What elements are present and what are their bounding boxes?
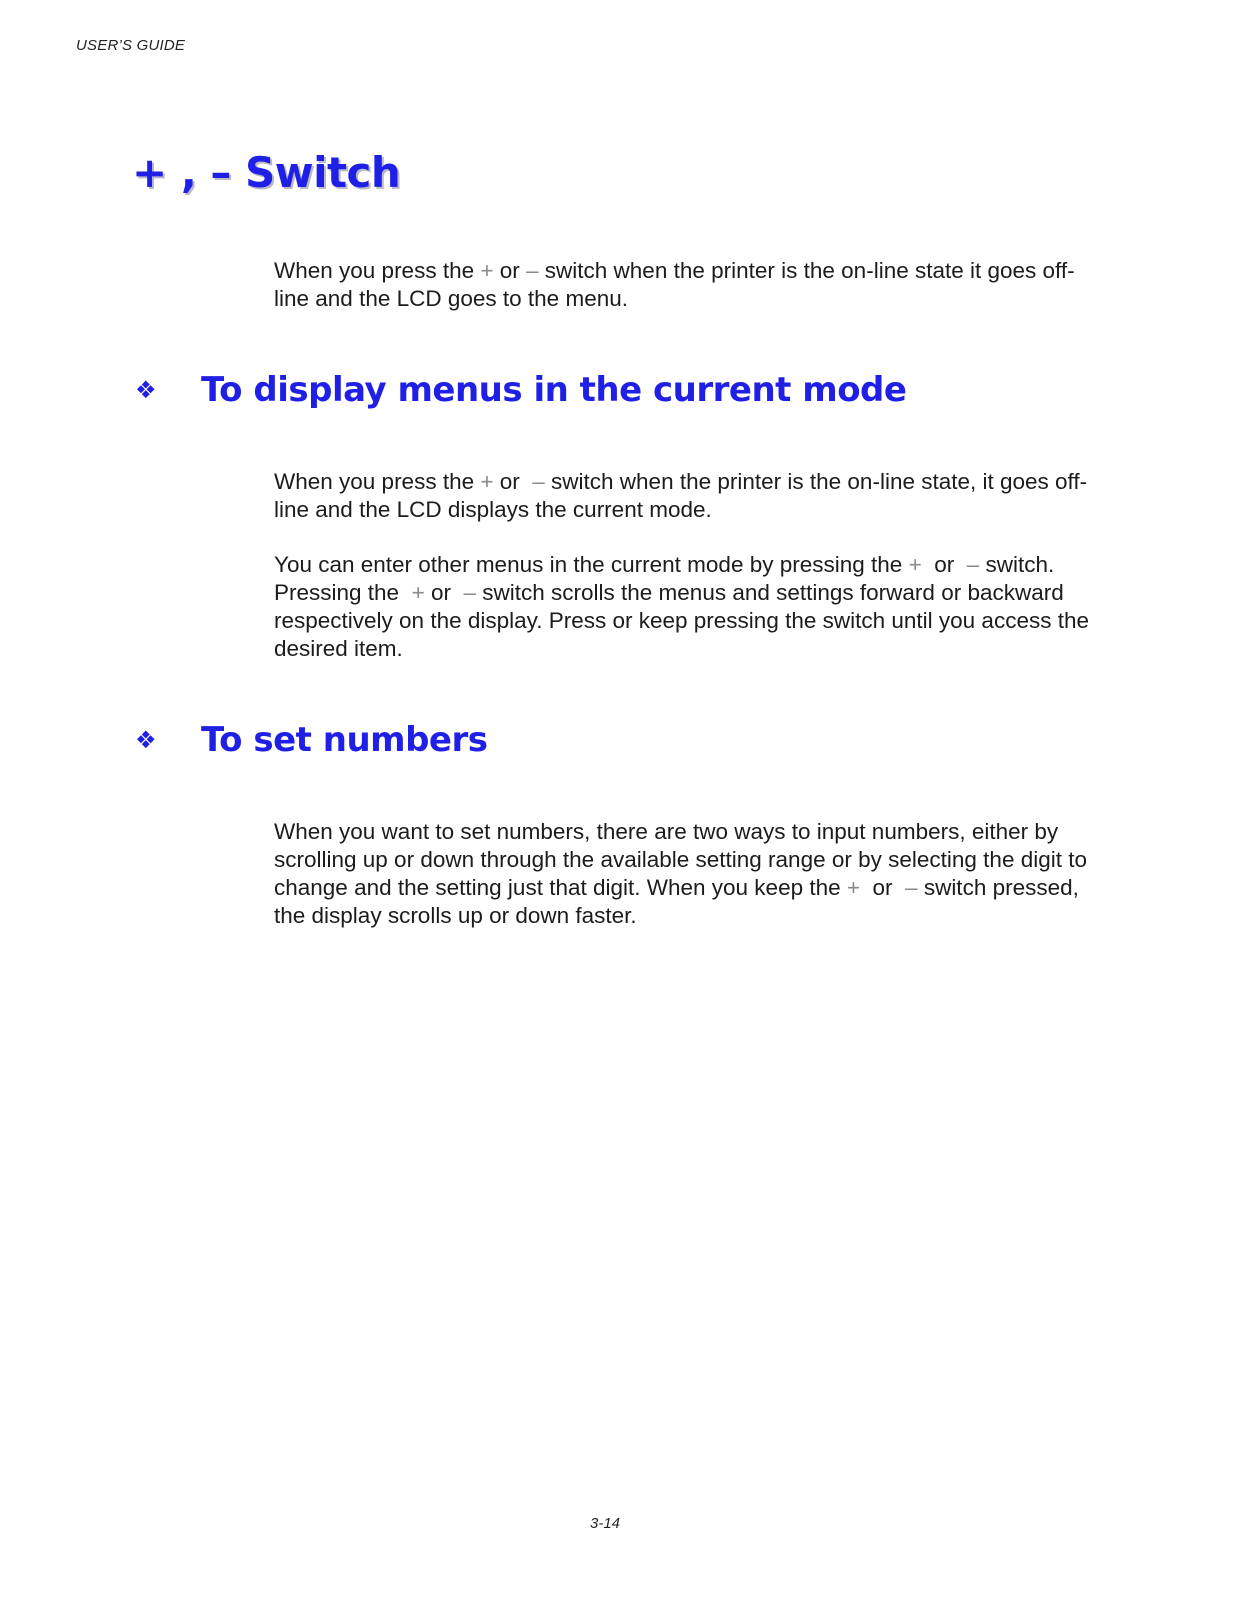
text-run: or [493,258,527,283]
intro-paragraph [274,257,1104,313]
text-run: When you press the [274,258,481,283]
text-run: or [493,469,533,494]
display-menus-paragraph-2 [274,551,1104,663]
display-menus-paragraph-1 [274,468,1104,524]
section-heading-set-numbers [135,720,488,760]
text-run: switch. Pressing the [274,552,1061,605]
text-run: switch pressed, the display scrolls up or down faster. [274,875,1079,928]
text-run: switch when the printer is the on-line state, it goes off-line and the LCD displays the current mode. [274,469,1088,522]
minus-symbol: – [463,580,476,605]
text-run: or [424,580,464,605]
page-number: 3-14 [590,1515,621,1532]
text-run: or [921,552,967,577]
minus-symbol: – [526,258,539,283]
plus-symbol: + [480,469,494,494]
plus-symbol: + [411,580,425,605]
text-run: switch scrolls the menus and settings forward or backward respectively on the display. Press or keep pressing the switch until you access the desired item. [274,580,1089,661]
text-run: When you press the [274,469,481,494]
text-run: or [860,875,906,900]
running-header: USER’S GUIDE [76,37,186,54]
plus-symbol: + [480,258,494,283]
text-run: When you want to set numbers, there are two ways to input numbers, either by scrolling up or down through the available setting range or by selecting the digit to change and the setting just that digit. When you keep the [274,819,1087,900]
diamond-bullet-icon: ❖ [135,376,157,404]
minus-symbol: – [532,469,545,494]
text-run: switch when the printer is the on-line state it goes off-line and the LCD goes to the menu. [274,258,1075,311]
section-heading-text: To set numbers [201,720,488,760]
section-heading-text: To display menus in the current mode [201,370,907,410]
plus-symbol: + [908,552,922,577]
section-heading-display-menus [135,370,906,410]
set-numbers-paragraph [274,818,1104,930]
minus-symbol: – [905,875,918,900]
plus-symbol: + [846,875,861,900]
diamond-bullet-icon: ❖ [135,726,157,754]
minus-symbol: – [966,552,980,577]
text-run: You can enter other menus in the current mode by pressing the [274,552,909,577]
page-title: + , – Switch [132,148,401,197]
